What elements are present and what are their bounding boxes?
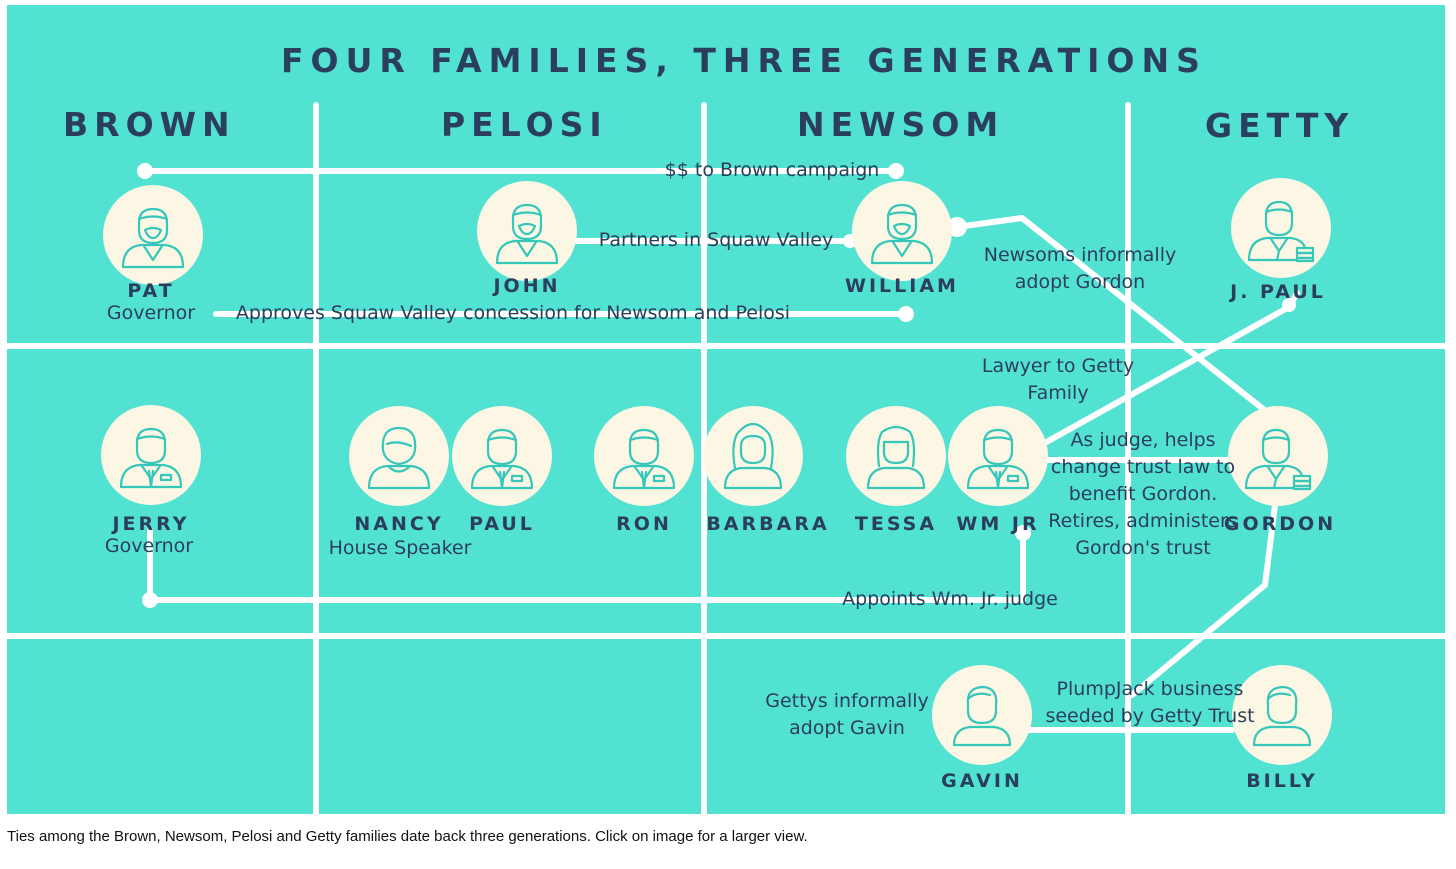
person-name-barbara: BARBARA bbox=[706, 513, 830, 535]
person-role-jerry: Governor bbox=[104, 535, 194, 557]
person-name-gavin: GAVIN bbox=[941, 770, 1023, 792]
person-name-pat: PAT bbox=[127, 280, 175, 302]
family-ties-diagram[interactable] bbox=[7, 5, 1445, 814]
man-mustache-icon[interactable] bbox=[852, 181, 952, 281]
man-money-icon[interactable] bbox=[1231, 178, 1331, 278]
man-suit-icon[interactable] bbox=[452, 406, 552, 506]
person-name-john: JOHN bbox=[493, 275, 561, 297]
person-name-nancy: NANCY bbox=[354, 513, 444, 535]
woman-icon[interactable] bbox=[349, 406, 449, 506]
connection-label-brown-campaign: $$ to Brown campaign bbox=[664, 159, 880, 181]
person-name-gordon: GORDON bbox=[1223, 513, 1337, 535]
person-name-jpaul: J. PAUL bbox=[1230, 281, 1326, 303]
person-role-nancy: House Speaker bbox=[328, 537, 472, 559]
family-header-newsom: NEWSOM bbox=[797, 105, 1005, 144]
man-young-icon[interactable] bbox=[932, 665, 1032, 765]
connection-label-appoints-judge: Appoints Wm. Jr. judge bbox=[842, 588, 1058, 610]
connection-label-squaw-concession: Approves Squaw Valley concession for Newsom and Pelosi bbox=[235, 302, 791, 324]
person-name-tessa: TESSA bbox=[854, 513, 938, 535]
family-header-pelosi: PELOSI bbox=[441, 105, 608, 144]
person-name-ron: RON bbox=[616, 513, 672, 535]
connection-label-lawyer-getty: Lawyer to Getty Family bbox=[981, 355, 1135, 404]
family-header-brown: BROWN bbox=[63, 105, 236, 144]
man-suit-icon[interactable] bbox=[594, 406, 694, 506]
woman-long-hair-icon[interactable] bbox=[703, 406, 803, 506]
person-name-william: WILLIAM bbox=[845, 275, 959, 297]
person-name-jerry: JERRY bbox=[112, 513, 190, 535]
man-suit-icon[interactable] bbox=[948, 406, 1048, 506]
man-mustache-icon[interactable] bbox=[103, 185, 203, 285]
connection-label-judge-trust: As judge, helps change trust law to benefit Gordon. Retires, administers Gordon's trust bbox=[1048, 429, 1238, 559]
connection-label-plumpjack: PlumpJack business seeded by Getty Trust bbox=[1045, 678, 1255, 727]
diagram-title: FOUR FAMILIES, THREE GENERATIONS bbox=[281, 41, 1207, 80]
woman-bangs-icon[interactable] bbox=[846, 406, 946, 506]
man-suit-icon[interactable] bbox=[101, 405, 201, 505]
connection-label-squaw-partners: Partners in Squaw Valley bbox=[598, 229, 834, 251]
man-mustache-icon[interactable] bbox=[477, 181, 577, 281]
man-money-icon[interactable] bbox=[1228, 406, 1328, 506]
family-header-getty: GETTY bbox=[1205, 106, 1355, 145]
connection-label-adopt-gordon: Newsoms informally adopt Gordon bbox=[983, 244, 1177, 293]
person-name-paul: PAUL bbox=[469, 513, 535, 535]
person-name-billy: BILLY bbox=[1246, 770, 1318, 792]
person-role-pat: Governor bbox=[106, 302, 196, 324]
connection-label-adopt-gavin: Gettys informally adopt Gavin bbox=[765, 690, 929, 739]
image-caption: Ties among the Brown, Newsom, Pelosi and Getty families date back three generations. Click on image for a larger view. bbox=[7, 828, 808, 845]
person-name-wmjr: WM JR bbox=[956, 513, 1040, 535]
